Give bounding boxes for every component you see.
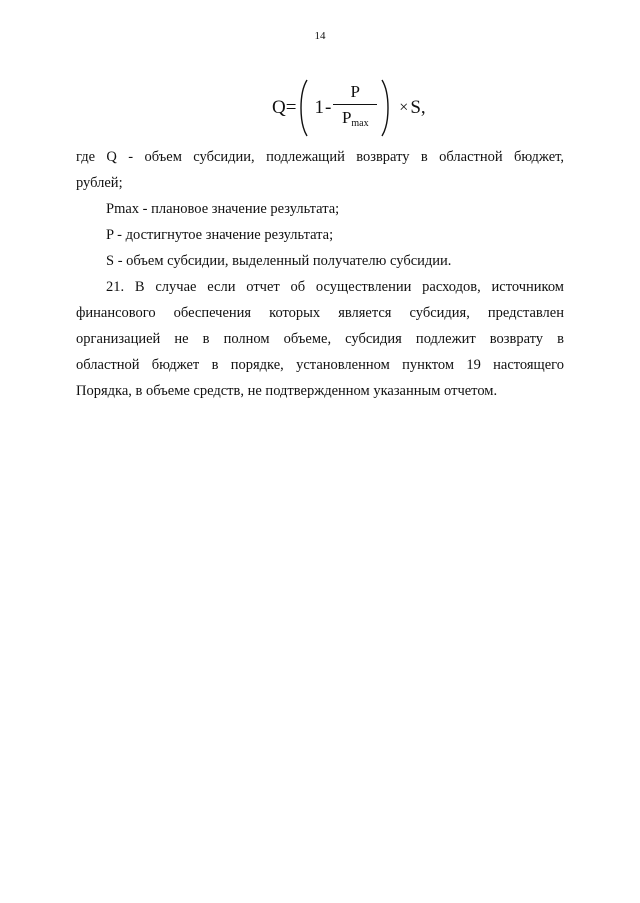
paragraph-21-line2: финансового обеспечения которых является субсидия, представлен xyxy=(76,305,564,321)
paragraph-21-line4: областной бюджет в порядке, установленном пунктом 19 настоящего xyxy=(76,357,564,373)
right-parenthesis xyxy=(379,79,393,137)
paragraph-21-line1: 21. В случае если отчет об осуществлении расходов, источником xyxy=(106,279,564,295)
formula xyxy=(272,78,426,138)
paragraph-21-line5: Порядка, в объеме средств, не подтвержденном указанным отчетом. xyxy=(76,383,498,399)
denominator-base: P xyxy=(341,108,352,127)
formula-times: × xyxy=(399,99,409,116)
definition-pmax: Pmax - плановое значение результата; xyxy=(106,201,340,217)
formula-minus: - xyxy=(324,97,332,118)
definition-s: S - объем субсидии, выделенный получателю субсидии. xyxy=(106,253,452,269)
formula-rhs: S, xyxy=(410,97,426,118)
paragraph-21-line3: организацией не в полном объеме, субсидия подлежит возврату в xyxy=(76,331,564,347)
left-parenthesis xyxy=(296,79,310,137)
definition-p: P - достигнутое значение результата; xyxy=(106,227,334,243)
denominator-subscript: max xyxy=(351,118,369,129)
formula-one: 1 xyxy=(314,97,324,118)
definition-q-line2: рублей; xyxy=(76,175,123,191)
formula-fraction xyxy=(333,82,377,134)
fraction-bar xyxy=(333,104,377,105)
definition-q-line1: где Q - объем субсидии, подлежащий возврату в областной бюджет, xyxy=(76,149,564,165)
formula-equals: = xyxy=(285,97,297,118)
formula-lhs: Q xyxy=(272,97,286,118)
fraction-numerator: P xyxy=(350,82,361,101)
page-number: 14 xyxy=(314,30,326,42)
fraction-denominator xyxy=(342,108,369,134)
